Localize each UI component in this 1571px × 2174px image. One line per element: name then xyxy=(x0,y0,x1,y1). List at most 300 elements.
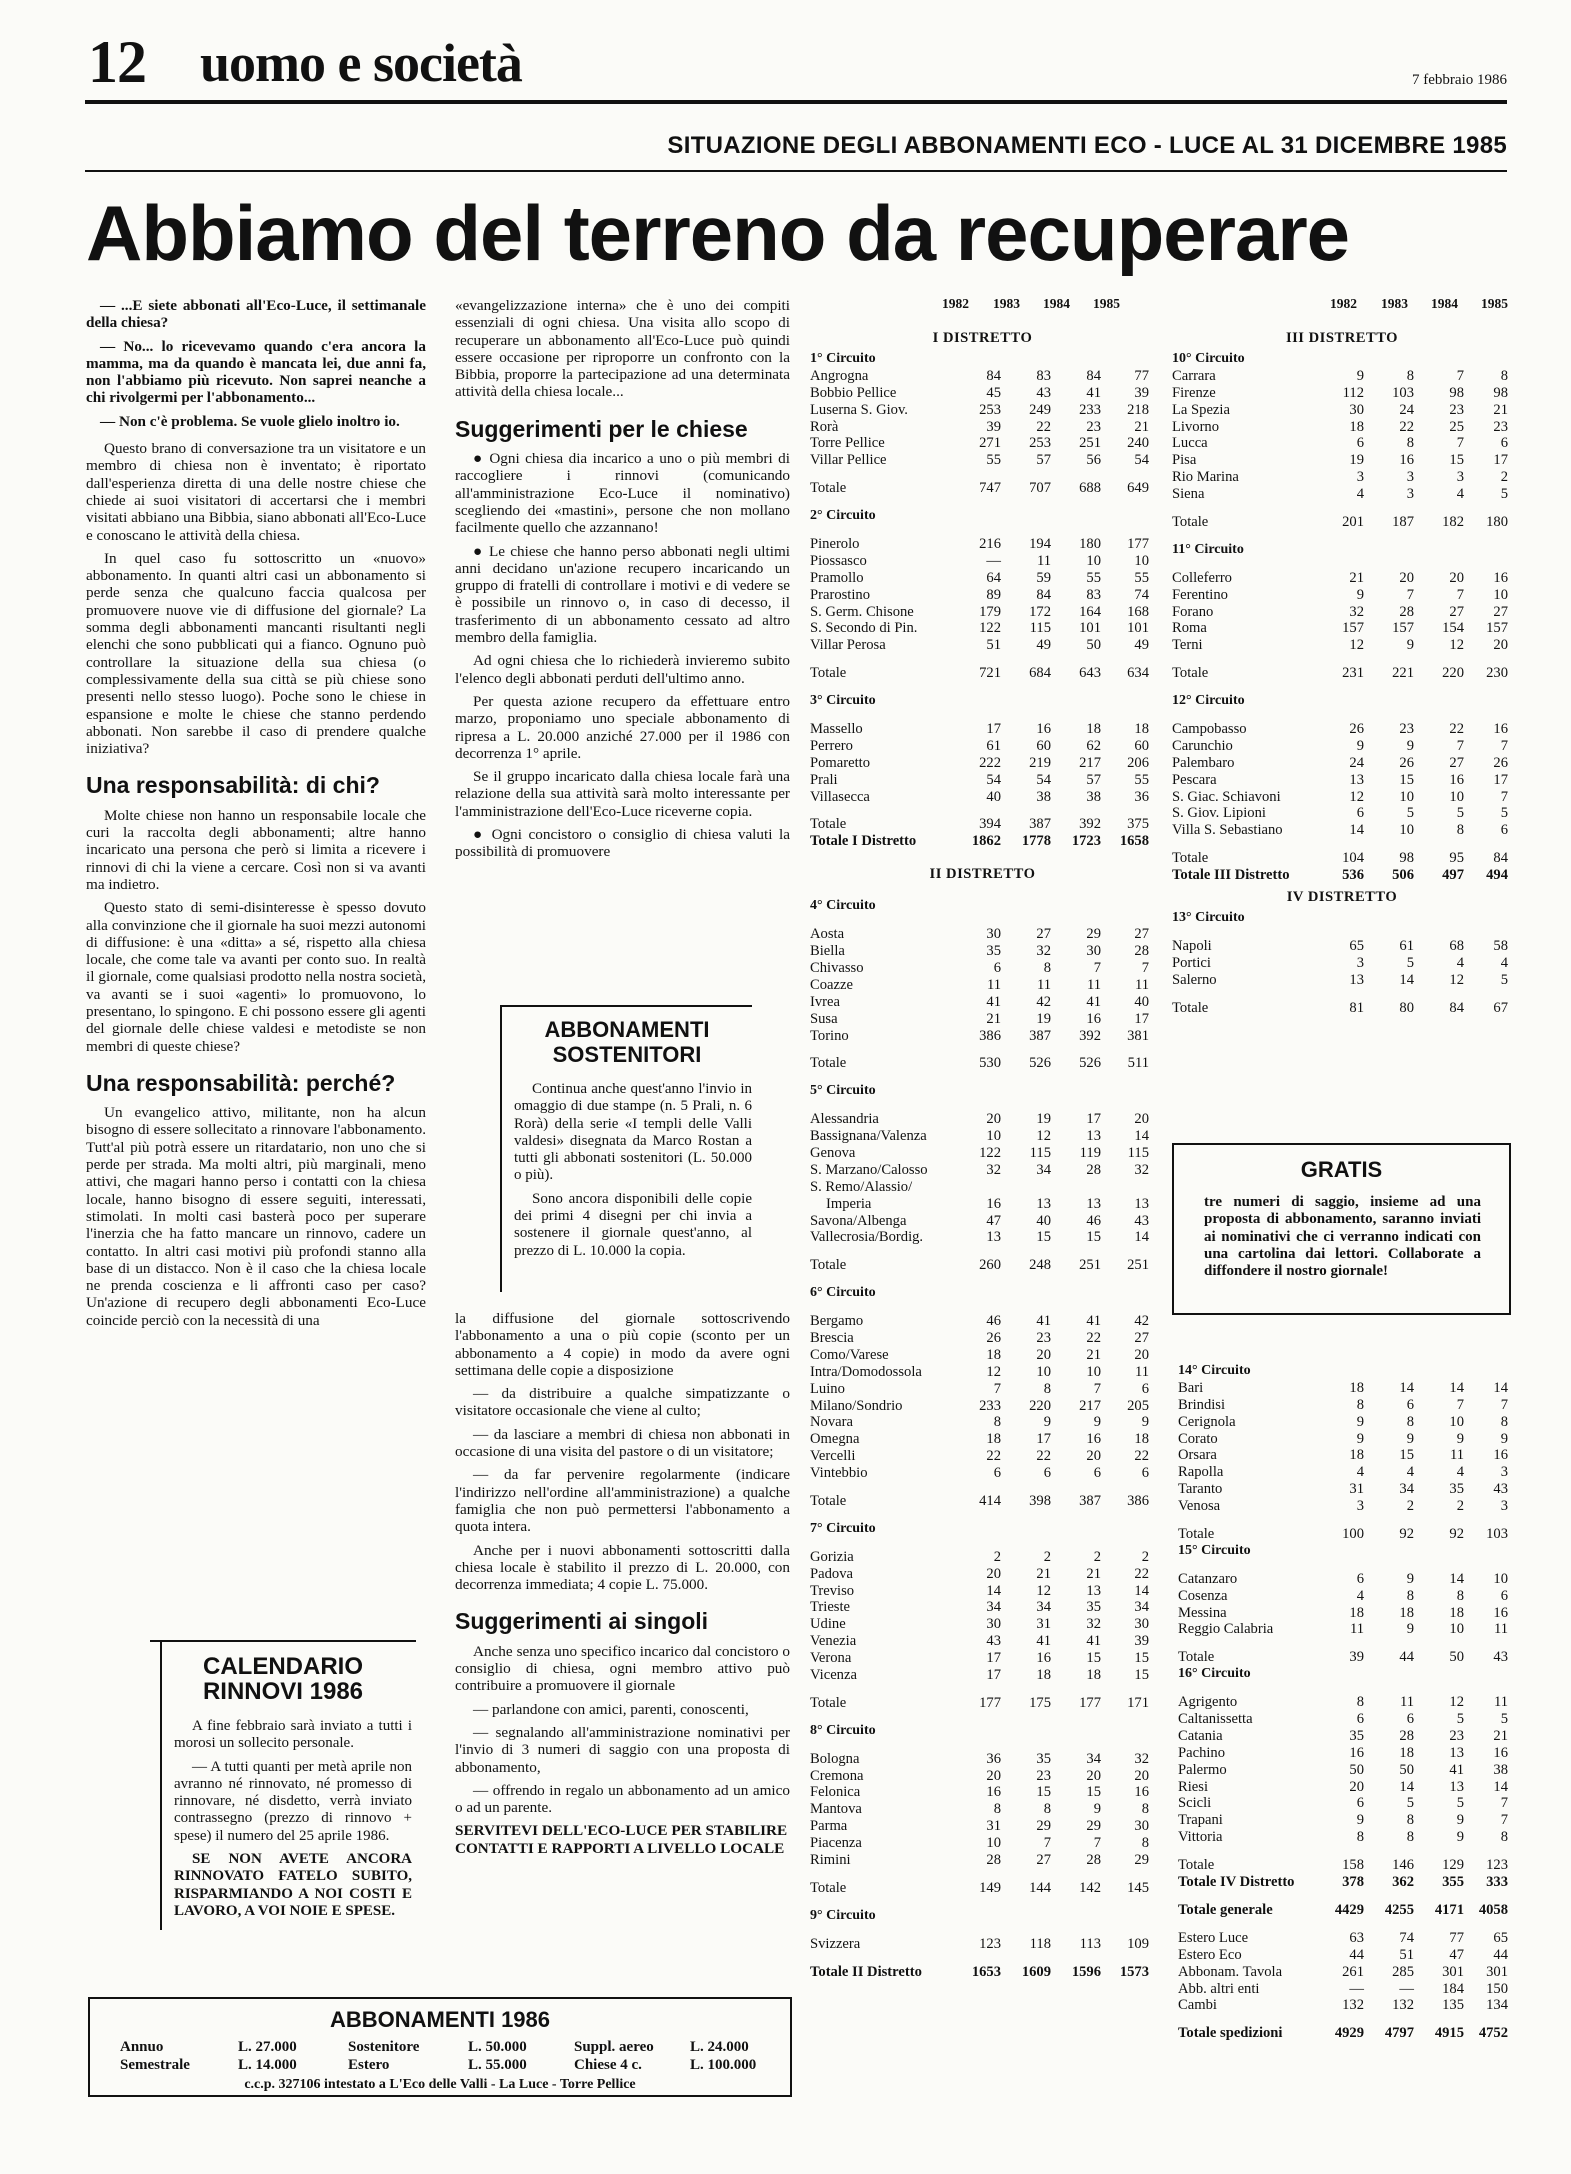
total-row xyxy=(1178,1874,1512,1891)
row-label: Riesi xyxy=(1178,1778,1208,1795)
table-spacer xyxy=(810,1897,1155,1908)
cell-value: 12 xyxy=(986,1363,1001,1380)
row-label: Estero Eco xyxy=(1178,1946,1242,1963)
cell-value: 747 xyxy=(979,480,1001,497)
cell-value: 119 xyxy=(1079,1144,1101,1161)
paragraph: — da far pervenire regolarmente (indicare l'indirizzo nell'ordine all'amministrazione) a qualche famiglia che non può permettersi l'abbonamento a quota intera. xyxy=(455,1466,790,1536)
table-spacer xyxy=(810,1740,1155,1751)
cell-value: 42 xyxy=(1036,993,1051,1010)
cell-value: 20 xyxy=(1134,1767,1149,1784)
row-label: Totale xyxy=(1178,1649,1215,1666)
row-label: Messina xyxy=(1178,1604,1227,1621)
cell-value: 20 xyxy=(1134,1346,1149,1363)
row-label: Palermo xyxy=(1178,1761,1227,1778)
row-label: S. Giac. Schiavoni xyxy=(1172,788,1281,805)
row-label: Torre Pellice xyxy=(810,435,885,452)
row-label: Pramollo xyxy=(810,569,864,586)
cell-value: 7 xyxy=(1500,1396,1508,1413)
cell-value: 4929 xyxy=(1334,2025,1364,2042)
cell-value: 4429 xyxy=(1334,1901,1364,1918)
row-label: Bologna xyxy=(810,1750,860,1767)
cell-value: 22 xyxy=(1036,418,1051,435)
cell-value: 74 xyxy=(1134,586,1149,603)
table-row xyxy=(810,943,1155,960)
cell-value: 526 xyxy=(1079,1055,1101,1072)
cell-value: 61 xyxy=(986,737,1001,754)
circuit-label: 5° Circuito xyxy=(810,1083,876,1099)
cell-value: 10 xyxy=(986,1835,1001,1852)
cell-value: 29 xyxy=(1036,1818,1051,1835)
row-label: Udine xyxy=(810,1616,846,1633)
row-label: Cosenza xyxy=(1178,1587,1228,1604)
total-row xyxy=(1172,867,1512,884)
cell-value: 74 xyxy=(1399,1929,1414,1946)
cell-value: 50 xyxy=(1349,1761,1364,1778)
district-heading: III DISTRETTO xyxy=(1285,330,1399,346)
row-label: Totale xyxy=(810,1492,847,1509)
cell-value: 115 xyxy=(1029,1144,1051,1161)
row-label: Campobasso xyxy=(1172,721,1247,738)
paragraph: Questo stato di semi-disinteresse è spesso dovuto alla convinzione che il giornale ha suoi mezzi autonomi di diffusione: è una «ditta» a sé, rispetto alla chiesa locale, che come tale va avanti per conto suo. In realtà il giornale, come qualsiasi prodotto nella nostra società, va avanti se i suoi «agenti» lo promuovono, lo presentano, lo spingono. E chi possono essere gli agenti del giornale delle chiese valdesi e metodiste se non membri di queste chiese? xyxy=(86,899,426,1055)
price-value: L. 27.000 xyxy=(238,2039,297,2055)
table-row xyxy=(1172,972,1512,989)
cell-value: 497 xyxy=(1442,867,1464,884)
cell-value: 6 xyxy=(1356,1570,1364,1587)
table-row xyxy=(1178,1711,1512,1728)
cell-value: 32 xyxy=(1036,943,1051,960)
cell-value: 103 xyxy=(1486,1526,1508,1543)
cell-value: 44 xyxy=(1349,1946,1364,1963)
row-label: Biella xyxy=(810,943,845,960)
total-row xyxy=(1172,850,1512,867)
cell-value: 9 xyxy=(1356,1430,1364,1447)
cell-value: 26 xyxy=(986,1329,1001,1346)
cell-value: 7 xyxy=(993,1380,1001,1397)
cell-value: 98 xyxy=(1449,384,1464,401)
cell-value: 22 xyxy=(1134,1565,1149,1582)
row-label: Carrara xyxy=(1172,367,1216,384)
cell-value: 180 xyxy=(1486,514,1508,531)
table-row xyxy=(810,570,1155,587)
cell-value: 21 xyxy=(1036,1565,1051,1582)
cell-value: 7 xyxy=(1456,586,1464,603)
row-label: Vercelli xyxy=(810,1448,856,1465)
cell-value: 41 xyxy=(1086,1633,1101,1650)
cell-value: 511 xyxy=(1127,1055,1149,1072)
row-label: Intra/Domodossola xyxy=(810,1363,922,1380)
row-label: Brescia xyxy=(810,1329,854,1346)
table-spacer xyxy=(1178,1891,1512,1902)
cell-value: 55 xyxy=(1134,771,1149,788)
cell-value: 9 xyxy=(1406,737,1414,754)
cell-value: 16 xyxy=(1036,721,1051,738)
cell-value: 7 xyxy=(1500,737,1508,754)
circuit-heading xyxy=(1178,1363,1512,1380)
cell-value: 27 xyxy=(1493,603,1508,620)
cell-value: 15 xyxy=(1134,1650,1149,1667)
cell-value: 649 xyxy=(1127,480,1149,497)
cell-value: 15 xyxy=(1399,1447,1414,1464)
cell-value: 233 xyxy=(979,1397,1001,1414)
table-row xyxy=(1178,1728,1512,1745)
cell-value: 50 xyxy=(1399,1761,1414,1778)
cell-value: 5 xyxy=(1500,805,1508,822)
cell-value: 21 xyxy=(1086,1565,1101,1582)
cell-value: 16 xyxy=(986,1784,1001,1801)
table-spacer xyxy=(810,887,1155,898)
cell-value: 28 xyxy=(1399,1727,1414,1744)
cell-value: 6 xyxy=(1043,1465,1051,1482)
cell-value: 15 xyxy=(1036,1784,1051,1801)
circuit-label: 9° Circuito xyxy=(810,1907,876,1923)
row-label: Vicenza xyxy=(810,1667,857,1683)
table-row xyxy=(810,452,1155,469)
table-row xyxy=(810,1801,1155,1818)
cell-value: 20 xyxy=(1493,637,1508,654)
table-row xyxy=(810,1852,1155,1869)
cell-value: 6 xyxy=(1500,822,1508,839)
cell-value: 92 xyxy=(1449,1526,1464,1543)
cell-value: 8 xyxy=(1043,959,1051,976)
cell-value: 47 xyxy=(986,1212,1001,1229)
table-spacer xyxy=(810,850,1155,861)
cell-value: 13 xyxy=(1449,1778,1464,1795)
cell-value: 30 xyxy=(1086,943,1101,960)
abbonamenti-1986-box xyxy=(88,1997,792,2097)
cell-value: 3 xyxy=(1406,469,1414,486)
row-label: Totale xyxy=(810,1055,847,1072)
paragraph: Questo brano di conversazione tra un visitatore e un membro di chiesa non è inventato; è riportato dall'esperienza diretta di una delle nostre chiese che chiede ai suoi visitatori di accertarsi che i membri visitati abbiano una Bibbia, siano abbonati all'Eco-Luce e conoscano le attività della chiesa. xyxy=(86,440,426,544)
cell-value: 526 xyxy=(1029,1055,1051,1072)
cell-value: 21 xyxy=(1349,569,1364,586)
cell-value: 9 xyxy=(1406,637,1414,654)
issue-date: 7 febbraio 1986 xyxy=(1412,72,1507,88)
singoli-caps: SERVITEVI DELL'ECO-LUCE PER STABILIRE CONTATTI E RAPPORTI A LIVELLO LOCALE xyxy=(455,1822,788,1857)
cell-value: 15 xyxy=(1449,452,1464,469)
cell-value: — xyxy=(1399,1980,1414,1997)
cell-value: 28 xyxy=(1086,1852,1101,1869)
table-row xyxy=(810,1583,1155,1600)
table-row xyxy=(810,738,1155,755)
cell-value: 27 xyxy=(1036,1852,1051,1869)
cell-value: 43 xyxy=(1134,1212,1149,1229)
row-label: Venosa xyxy=(1178,1498,1221,1515)
sostenitori-box xyxy=(500,1005,752,1292)
row-label: Svizzera xyxy=(810,1935,861,1952)
cell-value: 16 xyxy=(1493,721,1508,738)
cell-value: 84 xyxy=(986,367,1001,384)
cell-value: 301 xyxy=(1442,1963,1464,1980)
cell-value: 65 xyxy=(1349,937,1364,954)
row-label: Prali xyxy=(810,771,838,788)
subscriptions-table-districts-3-4 xyxy=(1172,325,1512,1017)
cell-value: 38 xyxy=(1086,788,1101,805)
cell-value: 54 xyxy=(1134,452,1149,469)
cell-value: 14 xyxy=(1493,1778,1508,1795)
cell-value: 2 xyxy=(1093,1548,1101,1565)
cell-value: 18 xyxy=(1349,1447,1364,1464)
cell-value: 1658 xyxy=(1119,833,1149,850)
cell-value: 177 xyxy=(1079,1694,1101,1711)
cell-value: 40 xyxy=(986,788,1001,805)
cell-value: 18 xyxy=(986,1431,1001,1448)
circuit-heading xyxy=(1172,542,1512,559)
cell-value: 95 xyxy=(1449,850,1464,867)
cell-value: 220 xyxy=(1442,665,1464,682)
row-label: Roma xyxy=(1172,620,1207,637)
circuit-heading xyxy=(810,1723,1155,1740)
table-row xyxy=(810,553,1155,570)
cell-value: 2 xyxy=(1406,1498,1414,1515)
subscriptions-table-district-4-totals xyxy=(1178,1363,1512,2042)
row-label: Firenze xyxy=(1172,384,1216,401)
row-label: Pachino xyxy=(1178,1744,1226,1761)
cell-value: 1723 xyxy=(1071,833,1101,850)
cell-value: 230 xyxy=(1486,665,1508,682)
cell-value: 171 xyxy=(1127,1694,1149,1711)
table-row xyxy=(810,368,1155,385)
cell-value: 3 xyxy=(1356,469,1364,486)
row-label: Rapolla xyxy=(1178,1464,1224,1481)
total-row xyxy=(810,1964,1155,1981)
cell-value: 40 xyxy=(1134,993,1149,1010)
row-label: Catania xyxy=(1178,1727,1223,1744)
table-row xyxy=(810,1398,1155,1415)
cell-value: 8 xyxy=(1356,1396,1364,1413)
section-heading-singoli: Suggerimenti ai singoli xyxy=(455,1608,709,1635)
row-label: Bobbio Pellice xyxy=(810,384,897,401)
price-value: L. 100.000 xyxy=(690,2057,757,2073)
paragraph: In quel caso fu sottoscritto un «nuovo» abbonamento. In quanti altri casi un abbonamento si perde senza che qualcuno faccia qualcosa per promuovere nuove vie di diffusione del giornale? La somma degli abbonamenti mancanti risultanti negli elenchi che sono pubblicati qui a fianco. Ognuno può controllare la situazione della sua chiesa (o complessivamente della sua città se più chiese sono presenti nello stesso luogo). Poche sono le chiese in espansione e molte le chiese che stanno perdendo abbonati. Non sarebbe il caso di prendere qualche iniziativa? xyxy=(86,549,426,758)
cell-value: 32 xyxy=(1349,603,1364,620)
row-label: Pinerolo xyxy=(810,536,860,553)
cell-value: 8 xyxy=(1043,1801,1051,1818)
table-row xyxy=(810,994,1155,1011)
cell-value: 251 xyxy=(1079,1257,1101,1274)
table-spacer xyxy=(1172,531,1512,542)
row-label: Milano/Sondrio xyxy=(810,1397,903,1414)
calendario-title-2: RINNOVI 1986 xyxy=(202,1678,364,1705)
table-row xyxy=(1178,1762,1512,1779)
row-label: Bassignana/Valenza xyxy=(810,1128,927,1145)
cell-value: 28 xyxy=(1086,1161,1101,1178)
article-column-2 xyxy=(455,297,790,867)
cell-value: 387 xyxy=(1029,1027,1051,1044)
cell-value: 5 xyxy=(1456,1711,1464,1728)
cell-value: 27 xyxy=(1134,1329,1149,1346)
row-label: Totale xyxy=(810,1879,847,1896)
table-row xyxy=(1178,1947,1512,1964)
cell-value: 506 xyxy=(1392,867,1414,884)
cell-value: 18 xyxy=(1399,1744,1414,1761)
row-label: Vittoria xyxy=(1178,1829,1223,1846)
cell-value: 9 xyxy=(1406,1430,1414,1447)
cell-value: 11 xyxy=(986,976,1001,993)
cell-value: 43 xyxy=(1493,1649,1508,1666)
cell-value: 10 xyxy=(1036,1363,1051,1380)
cell-value: 30 xyxy=(1134,1616,1149,1633)
cell-value: 16 xyxy=(1086,1431,1101,1448)
cell-value: 10 xyxy=(1086,552,1101,569)
cell-value: 6 xyxy=(1356,805,1364,822)
cell-value: 392 xyxy=(1079,1027,1101,1044)
cell-value: 187 xyxy=(1392,514,1414,531)
cell-value: 11 xyxy=(1449,1447,1464,1464)
cell-value: 11 xyxy=(1493,1621,1508,1638)
table-row xyxy=(1178,1588,1512,1605)
cell-value: 59 xyxy=(1036,569,1051,586)
row-label: Bari xyxy=(1178,1379,1204,1396)
table-row xyxy=(1172,385,1512,402)
cell-value: 6 xyxy=(1500,435,1508,452)
cell-value: 31 xyxy=(1349,1481,1364,1498)
total-row xyxy=(1178,1649,1512,1666)
cell-value: 92 xyxy=(1399,1526,1414,1543)
cell-value: 12 xyxy=(1349,788,1364,805)
cell-value: 26 xyxy=(1349,721,1364,738)
section-title: uomo e società xyxy=(200,33,522,93)
cell-value: 3 xyxy=(1500,1464,1508,1481)
cell-value: 8 xyxy=(1356,1829,1364,1846)
row-label: Piacenza xyxy=(810,1835,862,1852)
row-label: Brindisi xyxy=(1178,1396,1226,1413)
cell-value: 13 xyxy=(1036,1195,1051,1212)
row-label: Alessandria xyxy=(810,1111,879,1128)
row-label: Scicli xyxy=(1178,1795,1212,1812)
row-label: Totale xyxy=(1172,850,1209,867)
table-row xyxy=(1178,1431,1512,1448)
cell-value: 62 xyxy=(1086,737,1101,754)
cell-value: 253 xyxy=(979,401,1001,418)
cell-value: 17 xyxy=(1134,1010,1149,1027)
table-row xyxy=(1172,419,1512,436)
cell-value: 5 xyxy=(1456,805,1464,822)
cell-value: 123 xyxy=(1486,1857,1508,1874)
total-row xyxy=(810,1257,1155,1274)
cell-value: 46 xyxy=(986,1313,1001,1330)
cell-value: 2 xyxy=(993,1548,1001,1565)
cell-value: 220 xyxy=(1029,1397,1051,1414)
row-label: Luino xyxy=(810,1380,845,1397)
cell-value: 6 xyxy=(1356,435,1364,452)
table-row xyxy=(1172,805,1512,822)
calendario-title-1: CALENDARIO xyxy=(203,1653,363,1680)
cell-value: 29 xyxy=(1086,1818,1101,1835)
total-row xyxy=(810,480,1155,497)
circuit-label: 13° Circuito xyxy=(1172,910,1245,926)
cell-value: 1596 xyxy=(1071,1963,1101,1980)
cell-value: 10 xyxy=(1493,1570,1508,1587)
cell-value: 12 xyxy=(1036,1582,1051,1599)
table-spacer xyxy=(810,1072,1155,1083)
cell-value: 6 xyxy=(1356,1795,1364,1812)
table-row xyxy=(810,1633,1155,1650)
cell-value: 115 xyxy=(1127,1144,1149,1161)
cell-value: 10 xyxy=(1086,1363,1101,1380)
cell-value: 50 xyxy=(1086,637,1101,654)
row-label: Chivasso xyxy=(810,959,864,976)
table-spacer xyxy=(1178,1846,1512,1857)
cell-value: 8 xyxy=(1500,1413,1508,1430)
cell-value: 14 xyxy=(1134,1128,1149,1145)
cell-value: 168 xyxy=(1127,603,1149,620)
cell-value: 39 xyxy=(1134,1633,1149,1650)
circuit-label: 8° Circuito xyxy=(810,1722,876,1738)
row-label: Piossasco xyxy=(810,552,867,569)
row-label: Totale xyxy=(810,1257,847,1274)
table-spacer xyxy=(810,1869,1155,1880)
cell-value: — xyxy=(986,552,1001,569)
cell-value: 46 xyxy=(1086,1212,1101,1229)
total-row xyxy=(810,1055,1155,1072)
cell-value: 18 xyxy=(986,1346,1001,1363)
cell-value: 18 xyxy=(1134,1431,1149,1448)
table-spacer xyxy=(810,1925,1155,1936)
row-label: Pisa xyxy=(1172,452,1197,469)
cell-value: 5 xyxy=(1500,486,1508,503)
cell-value: 7 xyxy=(1406,586,1414,603)
cell-value: 39 xyxy=(986,418,1001,435)
paragraph: Ad ogni chiesa che lo richiederà invieremo subito l'elenco degli abbonati perduti dell'ultimo anno. xyxy=(455,652,790,687)
cell-value: 146 xyxy=(1392,1857,1414,1874)
cell-value: 77 xyxy=(1134,367,1149,384)
table-spacer xyxy=(810,1953,1155,1964)
row-label: Estero Luce xyxy=(1178,1929,1249,1946)
row-label: Cerignola xyxy=(1178,1413,1236,1430)
circuit-label: 1° Circuito xyxy=(810,351,876,366)
cell-value: 14 xyxy=(1493,1379,1508,1396)
cell-value: 18 xyxy=(1349,1379,1364,1396)
cell-value: 51 xyxy=(1399,1946,1414,1963)
cell-value: 20 xyxy=(1449,569,1464,586)
circuit-heading xyxy=(810,693,1155,710)
row-label: Totale III Distretto xyxy=(1172,867,1290,884)
row-label: Totale generale xyxy=(1178,1901,1273,1918)
table-row xyxy=(810,1768,1155,1785)
cell-value: 14 xyxy=(1449,1570,1464,1587)
row-label: Siena xyxy=(1172,486,1205,503)
cell-value: 16 xyxy=(1134,1784,1149,1801)
row-label: Orsara xyxy=(1178,1447,1217,1464)
cell-value: 7 xyxy=(1093,1380,1101,1397)
circuit-label: 4° Circuito xyxy=(810,898,876,914)
table-spacer xyxy=(1172,839,1512,850)
district-heading: IV DISTRETTO xyxy=(1286,889,1398,906)
cell-value: 34 xyxy=(1399,1481,1414,1498)
cell-value: 89 xyxy=(986,586,1001,603)
table-row xyxy=(810,1196,1155,1213)
paragraph: ● Le chiese che hanno perso abbonati negli ultimi anni decidano un'azione recupero incaricando un gruppo di fratelli di controllare i motivi e di vedere se è possibile un rinnovo o, in caso di decesso, il trasferimento di un abbonamento cessato ad altro membro della famiglia. xyxy=(455,542,790,647)
cell-value: 494 xyxy=(1486,867,1508,884)
table-row xyxy=(1172,368,1512,385)
cell-value: 14 xyxy=(1399,1379,1414,1396)
cell-value: 83 xyxy=(1086,586,1101,603)
cell-value: 6 xyxy=(1141,1380,1149,1397)
row-label: Rimini xyxy=(810,1852,851,1869)
cell-value: 30 xyxy=(1134,1818,1149,1835)
cell-value: 84 xyxy=(1493,850,1508,867)
cell-value: 175 xyxy=(1029,1694,1051,1711)
cell-value: 4 xyxy=(1356,1464,1364,1481)
cell-value: 154 xyxy=(1442,620,1464,637)
row-label: Vintebbio xyxy=(810,1465,868,1482)
cell-value: 10 xyxy=(1399,822,1414,839)
cell-value: 2 xyxy=(1456,1498,1464,1515)
cell-value: 16 xyxy=(1493,1604,1508,1621)
row-label: S. Germ. Chisone xyxy=(810,603,914,620)
table-row xyxy=(810,1599,1155,1616)
table-row xyxy=(810,419,1155,436)
